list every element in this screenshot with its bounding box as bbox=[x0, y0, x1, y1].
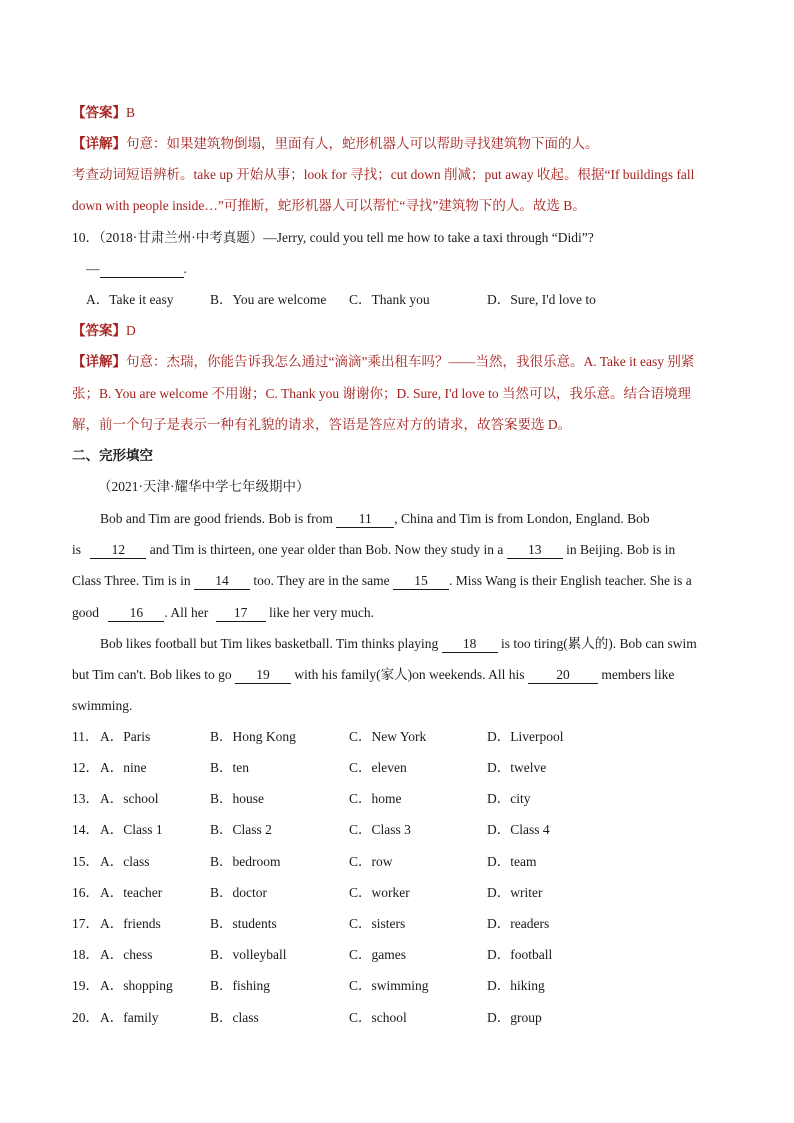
option-a: A．Class 1 bbox=[100, 822, 163, 837]
answer-tag: 【答案】 bbox=[72, 323, 126, 338]
option-c: C．Class 3 bbox=[349, 822, 411, 837]
passage-line: good 16 . All her 17 like her very much. bbox=[72, 605, 374, 620]
option-b: B．ten bbox=[210, 760, 249, 775]
passage-source: （2021·天津·耀华中学七年级期中） bbox=[98, 479, 310, 494]
option-d: D．Class 4 bbox=[487, 822, 550, 837]
blank-15: 15 bbox=[393, 573, 449, 590]
q10-detail-line-1 bbox=[72, 353, 694, 371]
passage-line: Bob and Tim are good friends. Bob is from 11 , China and Tim is from London, England. Bob bbox=[100, 511, 650, 526]
q10-option-d: D．Sure, I'd love to bbox=[487, 292, 596, 307]
detail-tag: 【详解】 bbox=[72, 354, 126, 369]
option-d: D．hiking bbox=[487, 978, 545, 993]
detail-tag: 【详解】 bbox=[72, 136, 126, 151]
option-a: A．friends bbox=[100, 916, 161, 931]
option-c: C．school bbox=[349, 1010, 407, 1025]
option-d: D．writer bbox=[487, 885, 543, 900]
blank-17: 17 bbox=[216, 605, 266, 622]
blank-16: 16 bbox=[108, 605, 164, 622]
answer-tag: 【答案】 bbox=[72, 105, 126, 120]
passage-line: Class Three. Tim is in 14 too. They are in the same 15 . Miss Wang is their English teacher. She is a bbox=[72, 573, 692, 588]
option-b: B．house bbox=[210, 791, 264, 806]
blank-19: 19 bbox=[235, 667, 291, 684]
q10-option-b: B．You are welcome bbox=[210, 292, 327, 307]
blank-18: 18 bbox=[442, 636, 498, 653]
passage-line: is 12 and Tim is thirteen, one year older than Bob. Now they study in a 13 in Beijing. Bob is in bbox=[72, 542, 676, 557]
q10-blank bbox=[100, 261, 184, 278]
blank-13: 13 bbox=[507, 542, 563, 559]
option-a: A．school bbox=[100, 791, 159, 806]
blank-12: 12 bbox=[90, 542, 146, 559]
q10-option-a: A．Take it easy bbox=[86, 292, 174, 307]
option-c: C．worker bbox=[349, 885, 410, 900]
passage-line: Bob likes football but Tim likes basketball. Tim thinks playing 18 is too tiring(累人的). Bob can swim bbox=[100, 636, 697, 651]
option-num: 13． bbox=[72, 791, 99, 806]
q9-detail-line-2: 考查动词短语辨析。take up 开始从事；look for 寻找；cut down 削减；put away 收起。根据“If buildings fall bbox=[72, 167, 695, 182]
option-a: A．class bbox=[100, 854, 150, 869]
option-b: B．doctor bbox=[210, 885, 267, 900]
q9-answer-line bbox=[72, 104, 135, 122]
option-num: 16． bbox=[72, 885, 99, 900]
option-a: A．nine bbox=[100, 760, 147, 775]
q10-detail-line-3: 解，前一个句子是表示一种有礼貌的请求，答语是答应对方的请求，故答案要选 D。 bbox=[72, 417, 572, 432]
q10-detail-line-2: 张；B. You are welcome 不用谢；C. Thank you 谢谢你；D. Sure, I'd love to 当然可以，我乐意。结合语境理 bbox=[72, 386, 692, 401]
q10-reply-line bbox=[86, 260, 187, 278]
option-c: C．home bbox=[349, 791, 402, 806]
option-num: 20． bbox=[72, 1010, 99, 1025]
answer-value: D bbox=[126, 323, 136, 338]
option-d: D．city bbox=[487, 791, 531, 806]
option-b: B．students bbox=[210, 916, 277, 931]
option-b: B．Class 2 bbox=[210, 822, 272, 837]
option-num: 19． bbox=[72, 978, 99, 993]
option-num: 15． bbox=[72, 854, 99, 869]
option-a: A．family bbox=[100, 1010, 159, 1025]
option-d: D．twelve bbox=[487, 760, 547, 775]
option-d: D．football bbox=[487, 947, 553, 962]
option-d: D．group bbox=[487, 1010, 542, 1025]
reply-end: . bbox=[183, 261, 187, 276]
blank-11: 11 bbox=[336, 511, 394, 528]
detail-text: 句意：如果建筑物倒塌，里面有人，蛇形机器人可以帮助寻找建筑物下面的人。 bbox=[126, 136, 599, 151]
q10-option-c: C．Thank you bbox=[349, 292, 430, 307]
option-b: B．class bbox=[210, 1010, 259, 1025]
option-a: A．Paris bbox=[100, 729, 151, 744]
passage-line: swimming. bbox=[72, 698, 133, 713]
option-c: C．swimming bbox=[349, 978, 429, 993]
option-c: C．row bbox=[349, 854, 393, 869]
option-num: 14． bbox=[72, 822, 99, 837]
option-d: D．readers bbox=[487, 916, 550, 931]
option-num: 18． bbox=[72, 947, 99, 962]
option-c: C．eleven bbox=[349, 760, 407, 775]
answer-value: B bbox=[126, 105, 136, 120]
option-d: D．Liverpool bbox=[487, 729, 564, 744]
blank-14: 14 bbox=[194, 573, 250, 590]
q10-answer-line bbox=[72, 322, 136, 340]
option-c: C．New York bbox=[349, 729, 427, 744]
reply-dash: — bbox=[86, 261, 100, 276]
q10-stem: 10．（2018·甘肃兰州·中考真题）—Jerry, could you tell me how to take a taxi through “Didi”? bbox=[72, 230, 594, 245]
option-num: 17． bbox=[72, 916, 99, 931]
option-a: A．teacher bbox=[100, 885, 163, 900]
option-c: C．games bbox=[349, 947, 406, 962]
option-c: C．sisters bbox=[349, 916, 406, 931]
option-b: B．Hong Kong bbox=[210, 729, 296, 744]
blank-20: 20 bbox=[528, 667, 598, 684]
option-num: 12． bbox=[72, 760, 99, 775]
passage-line: but Tim can't. Bob likes to go 19 with his family(家人)on weekends. All his 20 members like bbox=[72, 667, 675, 682]
option-b: B．volleyball bbox=[210, 947, 287, 962]
option-a: A．shopping bbox=[100, 978, 173, 993]
q9-detail-line-1 bbox=[72, 135, 599, 153]
option-num: 11． bbox=[72, 729, 99, 744]
detail-text: 句意：杰瑞，你能告诉我怎么通过“滴滴”乘出租车吗？——当然，我很乐意。A. Take it easy 别紧 bbox=[126, 354, 695, 369]
option-b: B．fishing bbox=[210, 978, 271, 993]
q9-detail-line-3: down with people inside…”可推断，蛇形机器人可以帮忙“寻找”建筑物下的人。故选 B。 bbox=[72, 198, 586, 213]
option-b: B．bedroom bbox=[210, 854, 281, 869]
option-d: D．team bbox=[487, 854, 537, 869]
section-heading: 二、完形填空 bbox=[72, 448, 153, 463]
option-a: A．chess bbox=[100, 947, 153, 962]
